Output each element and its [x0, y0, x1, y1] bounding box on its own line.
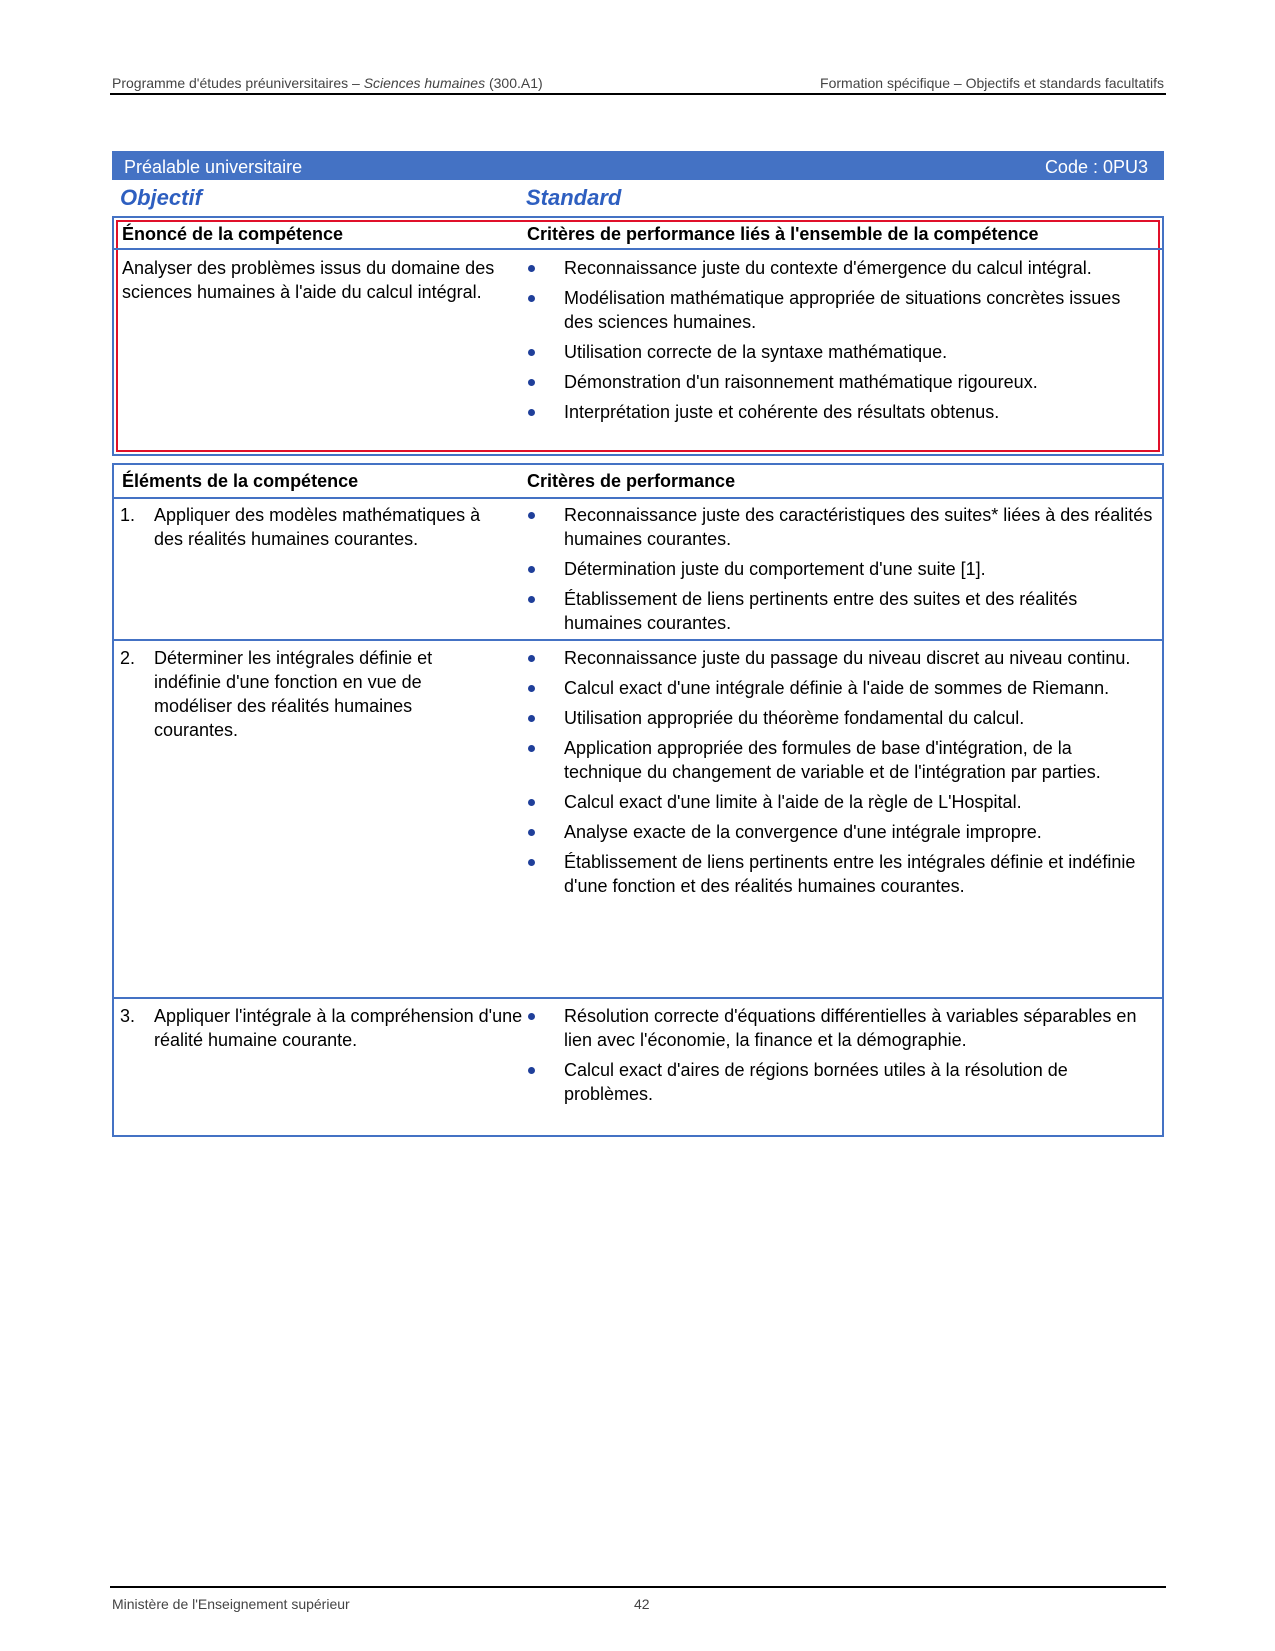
element-text: Appliquer l'intégrale à la compréhension d'une réalité humaine courante. [154, 1006, 523, 1050]
list-item: Reconnaissance juste du passage du niveau discret au niveau continu. [526, 646, 1154, 670]
competence-criteria-list [526, 256, 1154, 430]
element-text: Appliquer des modèles mathématiques à des réalités humaines courantes. [154, 505, 481, 549]
divider [114, 248, 1162, 250]
bullet-icon [528, 799, 535, 806]
objective-heading: Objectif [120, 185, 202, 210]
list-item: Détermination juste du comportement d'une suite [1]. [526, 557, 1154, 581]
title-bar [112, 151, 1164, 180]
bullet-icon [528, 655, 535, 662]
performance-criteria-heading: Critères de performance [527, 471, 736, 491]
bullet-icon [528, 596, 535, 603]
list-item: Utilisation correcte de la syntaxe mathématique. [526, 340, 1154, 364]
page-number: 42 [634, 1596, 650, 1612]
bullet-icon [528, 685, 535, 692]
element-number: 1. [120, 505, 136, 525]
header-left: Programme d'études préuniversitaires – Sciences humaines (300.A1) [112, 75, 543, 91]
element-criteria-list [526, 1004, 1154, 1112]
list-item: Résolution correcte d'équations différentielles à variables séparables en lien avec l'économie, la finance et la démographie. [526, 1004, 1154, 1052]
elements-heading: Éléments de la compétence [122, 471, 359, 491]
list-item: Modélisation mathématique appropriée de situations concrètes issues des sciences humaines. [526, 286, 1154, 334]
list-item: Utilisation appropriée du théorème fondamental du calcul. [526, 706, 1154, 730]
bullet-icon [528, 379, 535, 386]
running-header [110, 75, 1166, 95]
bullet-icon [528, 859, 535, 866]
element-number: 2. [120, 648, 136, 668]
row-divider [114, 997, 1162, 999]
element-text: Déterminer les intégrales définie et indéfinie d'une fonction en vue de modéliser des réalités humaines courantes. [154, 648, 433, 740]
bullet-icon [528, 715, 535, 722]
bullet-icon [528, 1067, 535, 1074]
element-number: 3. [120, 1006, 136, 1026]
list-item: Démonstration d'un raisonnement mathématique rigoureux. [526, 370, 1154, 394]
competence-box [112, 216, 1164, 456]
element-criteria-list [526, 646, 1154, 904]
list-item: Application appropriée des formules de base d'intégration, de la technique du changement de variable et de l'intégration par parties. [526, 736, 1154, 784]
bullet-icon [528, 349, 535, 356]
bullet-icon [528, 409, 535, 416]
list-item: Calcul exact d'une limite à l'aide de la règle de L'Hospital. [526, 790, 1154, 814]
row-divider [114, 639, 1162, 641]
statement-heading: Énoncé de la compétence [122, 224, 344, 244]
header-right: Formation spécifique – Objectifs et standards facultatifs [820, 75, 1164, 91]
list-item: Interprétation juste et cohérente des résultats obtenus. [526, 400, 1154, 424]
title-bar-label: Préalable universitaire [124, 157, 303, 177]
bullet-icon [528, 295, 535, 302]
bullet-icon [528, 512, 535, 519]
standard-heading: Standard [526, 185, 622, 210]
bullet-icon [528, 265, 535, 272]
footer-ministry: Ministère de l'Enseignement supérieur [112, 1596, 350, 1612]
divider [114, 497, 1162, 499]
list-item: Analyse exacte de la convergence d'une intégrale impropre. [526, 820, 1154, 844]
criteria-heading: Critères de performance liés à l'ensemble de la compétence [527, 224, 1039, 244]
bullet-icon [528, 566, 535, 573]
list-item: Calcul exact d'une intégrale définie à l'aide de sommes de Riemann. [526, 676, 1154, 700]
bullet-icon [528, 829, 535, 836]
page-footer [110, 1586, 1166, 1612]
bullet-icon [528, 1013, 535, 1020]
list-item: Reconnaissance juste des caractéristiques des suites* liées à des réalités humaines courantes. [526, 503, 1154, 551]
bullet-icon [528, 745, 535, 752]
statement-text: Analyser des problèmes issus du domaine des sciences humaines à l'aide du calcul intégral. [122, 258, 495, 302]
objective-standard-row [112, 182, 1164, 214]
list-item: Établissement de liens pertinents entre les intégrales définie et indéfinie d'une fonction et des réalités humaines courantes. [526, 850, 1154, 898]
element-criteria-list [526, 503, 1154, 641]
list-item: Calcul exact d'aires de régions bornées utiles à la résolution de problèmes. [526, 1058, 1154, 1106]
list-item: Établissement de liens pertinents entre des suites et des réalités humaines courantes. [526, 587, 1154, 635]
course-code: Code : 0PU3 [1044, 157, 1148, 177]
elements-box [112, 463, 1164, 1137]
list-item: Reconnaissance juste du contexte d'émergence du calcul intégral. [526, 256, 1154, 280]
